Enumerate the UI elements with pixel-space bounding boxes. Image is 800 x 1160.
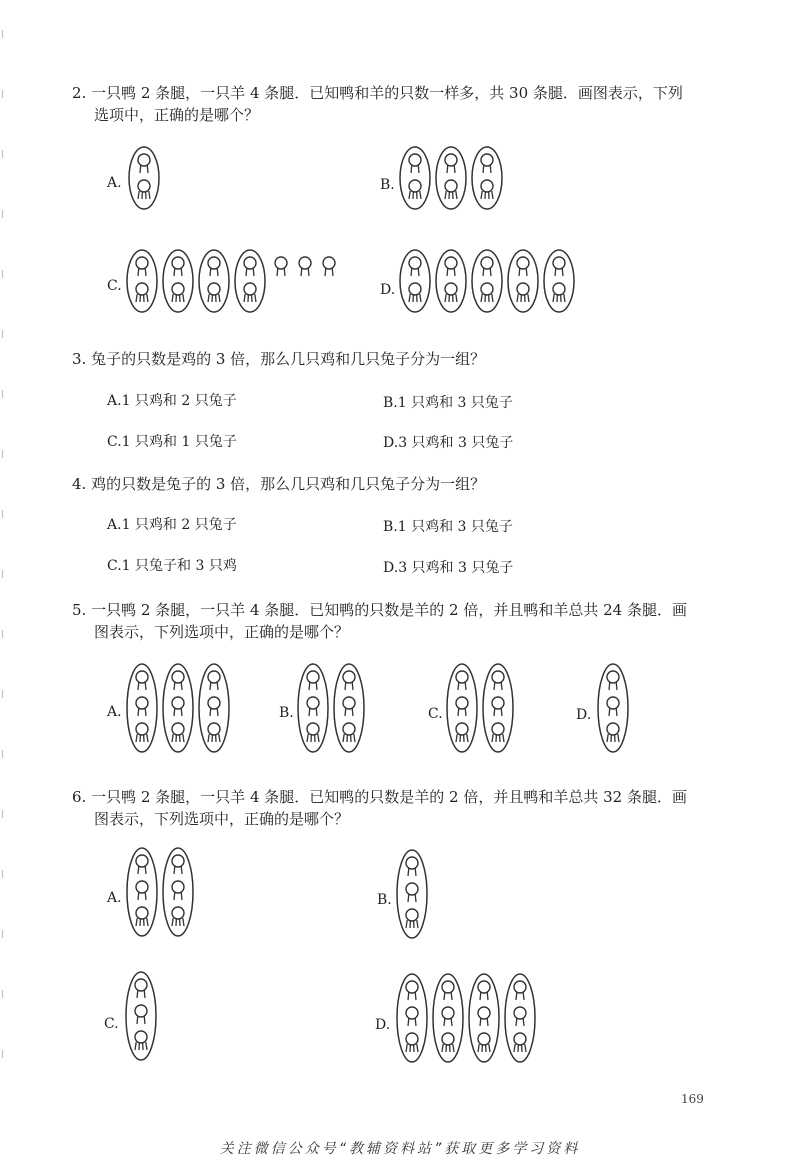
group-oval — [472, 147, 502, 209]
duck-icon — [343, 697, 355, 716]
group-oval — [400, 250, 430, 312]
sheep-icon — [442, 1033, 454, 1052]
group-oval — [163, 848, 193, 936]
option-label-a: A. — [107, 890, 122, 906]
duck-icon — [514, 981, 526, 1000]
question-4 — [72, 473, 485, 495]
option-b — [383, 517, 513, 537]
sheep-icon — [514, 1033, 526, 1052]
group-oval — [334, 664, 364, 752]
option-text: 1 只鸡和 1 只兔子 — [121, 434, 237, 450]
sheep-icon — [136, 283, 148, 302]
q6-option-d-figure — [395, 972, 545, 1072]
group-oval — [598, 664, 628, 752]
group-oval — [397, 974, 427, 1062]
option-label: A. — [107, 517, 122, 533]
group-oval — [199, 664, 229, 752]
sheep-icon — [244, 283, 256, 302]
duck-icon — [172, 671, 184, 690]
group-oval — [127, 848, 157, 936]
sheep-icon — [172, 283, 184, 302]
sheep-icon — [517, 283, 529, 302]
option-label: D. — [383, 560, 399, 576]
option-label-a: A. — [107, 175, 122, 191]
option-label-d: D. — [375, 1017, 391, 1033]
sheep-icon — [481, 283, 493, 302]
duck-icon — [492, 671, 504, 690]
group-oval — [400, 147, 430, 209]
option-b — [383, 393, 513, 413]
duck-icon — [406, 857, 418, 876]
sheep-icon — [478, 1033, 490, 1052]
duck-icon — [136, 257, 148, 276]
sheep-icon — [456, 723, 468, 742]
duck-icon — [607, 697, 619, 716]
duck-icon — [136, 671, 148, 690]
duck-icon — [208, 697, 220, 716]
sheep-icon — [208, 283, 220, 302]
question-stem-line-2: 选项中，正确的是哪个？ — [94, 106, 260, 124]
sheep-icon — [445, 180, 457, 199]
option-c — [107, 432, 237, 452]
question-stem-line-1: 一只鸭 2 条腿，一只羊 4 条腿．已知鸭的只数是羊的 2 倍，并且鸭和羊总共 24 条腿．画 — [91, 601, 687, 619]
option-label-b: B. — [279, 705, 294, 721]
duck-icon — [478, 981, 490, 1000]
duck-icon — [492, 697, 504, 716]
group-oval — [433, 974, 463, 1062]
q2-option-d-figure — [398, 248, 578, 328]
duck-icon — [442, 1007, 454, 1026]
group-oval — [397, 850, 427, 938]
option-a — [107, 515, 237, 535]
footer-watermark: 关注微信公众号“教辅资料站”获取更多学习资料 — [219, 1141, 581, 1157]
group-oval — [508, 250, 538, 312]
group-oval — [472, 250, 502, 312]
duck-icon — [172, 697, 184, 716]
duck-icon — [172, 881, 184, 900]
option-label: C. — [107, 434, 122, 450]
sheep-icon — [136, 907, 148, 926]
option-label-b: B. — [380, 177, 395, 193]
option-label-d: D. — [380, 282, 396, 298]
duck-icon — [553, 257, 565, 276]
duck-icon — [406, 1007, 418, 1026]
option-label-a: A. — [107, 704, 122, 720]
duck-icon — [138, 154, 150, 173]
option-text: 3 只鸡和 3 只兔子 — [398, 435, 514, 451]
q5-option-a-figure — [125, 662, 235, 762]
q5-option-c-figure — [445, 662, 520, 762]
group-oval — [544, 250, 574, 312]
duck-icon — [442, 981, 454, 1000]
sheep-icon — [607, 723, 619, 742]
duck-icon — [136, 881, 148, 900]
duck-icon — [275, 257, 287, 276]
question-line — [72, 786, 687, 808]
q6-option-b-figure — [395, 848, 435, 948]
option-label: A. — [107, 393, 122, 409]
option-a — [107, 391, 237, 411]
sheep-icon — [553, 283, 565, 302]
question-stem-line-2: 图表示，下列选项中，正确的是哪个？ — [94, 623, 350, 641]
q6-option-a-figure — [125, 846, 200, 946]
question-3 — [72, 348, 485, 370]
duck-icon — [445, 154, 457, 173]
duck-icon — [456, 671, 468, 690]
sheep-icon — [406, 1033, 418, 1052]
sheep-icon — [136, 723, 148, 742]
group-oval — [436, 147, 466, 209]
q5-option-d-figure — [596, 662, 636, 762]
sheep-icon — [138, 180, 150, 199]
question-6 — [72, 786, 687, 830]
sheep-icon — [481, 180, 493, 199]
group-oval — [129, 147, 159, 209]
sheep-icon — [409, 283, 421, 302]
group-oval — [483, 664, 513, 752]
duck-icon — [172, 855, 184, 874]
sheep-icon — [406, 909, 418, 928]
question-number: 3. — [72, 350, 87, 368]
option-label: B. — [383, 519, 398, 535]
group-oval — [298, 664, 328, 752]
option-c — [107, 556, 237, 576]
option-label-b: B. — [377, 892, 392, 908]
sheep-icon — [172, 723, 184, 742]
option-d — [383, 433, 513, 453]
duck-icon — [445, 257, 457, 276]
sheep-icon — [208, 723, 220, 742]
duck-icon — [517, 257, 529, 276]
duck-icon — [307, 697, 319, 716]
option-label-c: C. — [428, 706, 443, 722]
question-line — [72, 808, 687, 830]
option-text: 1 只鸡和 2 只兔子 — [121, 517, 237, 533]
option-label-c: C. — [107, 278, 122, 294]
binding-edge-marks — [0, 0, 6, 1160]
duck-icon — [136, 697, 148, 716]
duck-icon — [135, 979, 147, 998]
duck-icon — [456, 697, 468, 716]
group-oval — [436, 250, 466, 312]
group-oval — [127, 250, 157, 312]
sheep-icon — [135, 1031, 147, 1050]
sheep-icon — [343, 723, 355, 742]
duck-icon — [343, 671, 355, 690]
sheep-icon — [445, 283, 457, 302]
question-stem-line-2: 图表示，下列选项中，正确的是哪个？ — [94, 810, 350, 828]
question-stem-line-1: 一只鸭 2 条腿，一只羊 4 条腿．已知鸭和羊的只数一样多，共 30 条腿．画图表示，下列 — [91, 84, 683, 102]
option-text: 1 只鸡和 3 只兔子 — [397, 395, 513, 411]
question-line — [72, 82, 683, 104]
group-oval — [199, 250, 229, 312]
duck-icon — [208, 257, 220, 276]
duck-icon — [406, 981, 418, 1000]
question-line — [72, 473, 485, 495]
duck-icon — [135, 1005, 147, 1024]
q2-option-c-figure — [125, 248, 335, 328]
duck-icon — [514, 1007, 526, 1026]
duck-icon — [607, 671, 619, 690]
page-number: 169 — [681, 1092, 704, 1106]
duck-icon — [409, 154, 421, 173]
group-oval — [163, 664, 193, 752]
group-oval — [235, 250, 265, 312]
sheep-icon — [307, 723, 319, 742]
question-line — [72, 348, 485, 370]
question-number: 5. — [72, 601, 87, 619]
duck-icon — [172, 257, 184, 276]
group-oval — [163, 250, 193, 312]
group-oval — [469, 974, 499, 1062]
question-number: 6. — [72, 788, 87, 806]
duck-icon — [406, 883, 418, 902]
question-line — [72, 599, 687, 621]
q5-option-b-figure — [296, 662, 371, 762]
question-number: 4. — [72, 475, 87, 493]
duck-icon — [409, 257, 421, 276]
option-label: B. — [383, 395, 398, 411]
option-label: C. — [107, 558, 122, 574]
question-2 — [72, 82, 683, 126]
duck-icon — [136, 855, 148, 874]
option-text: 1 只鸡和 3 只兔子 — [397, 519, 513, 535]
option-text: 1 只兔子和 3 只鸡 — [121, 558, 237, 574]
option-text: 3 只鸡和 3 只兔子 — [398, 560, 514, 576]
q2-option-b-figure — [398, 145, 508, 225]
option-text: 1 只鸡和 2 只兔子 — [121, 393, 237, 409]
group-oval — [127, 664, 157, 752]
question-line — [72, 621, 687, 643]
sheep-icon — [492, 723, 504, 742]
group-oval — [505, 974, 535, 1062]
group-oval — [447, 664, 477, 752]
question-stem-line-1: 一只鸭 2 条腿，一只羊 4 条腿．已知鸭的只数是羊的 2 倍，并且鸭和羊总共 32 条腿．画 — [91, 788, 687, 806]
option-d — [383, 558, 513, 578]
question-line — [72, 104, 683, 126]
option-label-d: D. — [576, 707, 592, 723]
duck-icon — [478, 1007, 490, 1026]
duck-icon — [244, 257, 256, 276]
question-stem-line-1: 鸡的只数是兔子的 3 倍，那么几只鸡和几只兔子分为一组？ — [91, 475, 486, 493]
group-oval — [126, 972, 156, 1060]
option-label-c: C. — [104, 1016, 119, 1032]
duck-icon — [208, 671, 220, 690]
question-stem-line-1: 兔子的只数是鸡的 3 倍，那么几只鸡和几只兔子分为一组？ — [91, 350, 486, 368]
question-number: 2. — [72, 84, 87, 102]
duck-icon — [299, 257, 311, 276]
duck-icon — [307, 671, 319, 690]
q6-option-c-figure — [124, 970, 164, 1070]
duck-icon — [481, 257, 493, 276]
option-label: D. — [383, 435, 399, 451]
question-5 — [72, 599, 687, 643]
duck-icon — [323, 257, 335, 276]
q2-option-a-figure — [127, 145, 167, 225]
duck-icon — [481, 154, 493, 173]
sheep-icon — [409, 180, 421, 199]
sheep-icon — [172, 907, 184, 926]
